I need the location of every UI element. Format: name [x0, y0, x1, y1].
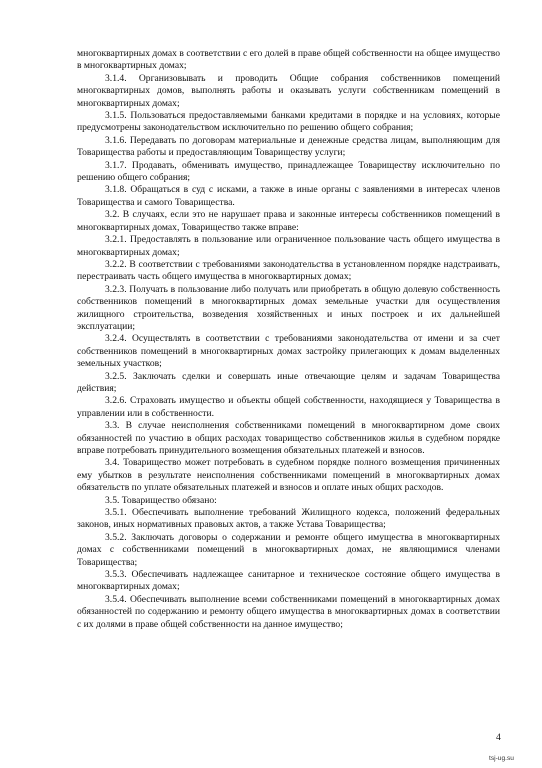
- paragraph: 3.1.7. Продавать, обменивать имущество, принадлежащее Товариществу исключительно по решению общего собрания;: [77, 159, 500, 184]
- paragraph: 3.1.6. Передавать по договорам материальные и денежные средства лицам, выполняющим для Товарищества работы и предоставляющим Товариществу услуги;: [77, 134, 500, 159]
- paragraph: 3.2.1. Предоставлять в пользование или ограниченное пользование часть общего имущества в многоквартирных домах;: [77, 234, 500, 258]
- paragraph: 3.2.2. В соответствии с требованиями законодательства в установленном порядке надстраивать, перестраивать часть общего имущества в многоквартирных домах;: [77, 258, 500, 283]
- paragraph: 3.5.4. Обеспечивать выполнение всеми собственниками помещений в многоквартирных домах обязанностей по содержанию и ремонту общего имущества в многоквартирных домах в соответствии с их долями в праве общей собственности на данное имущество;: [77, 593, 500, 630]
- paragraph: 3.3. В случае неисполнения собственниками помещений в многоквартирном доме своих обязанностей по участию в общих расходах товарищество собственников жилья в судебном порядке вправе потребовать принудительного возмещения обязательных платежей и взносов.: [77, 420, 500, 456]
- paragraph: 3.1.8. Обращаться в суд с исками, а также в иные органы с заявлениями в интересах членов Товарищества и самого Товарищества.: [77, 184, 500, 208]
- paragraph: многоквартирных домах в соответствии с его долей в праве общей собственности на общее имущество в многоквартирных домах;: [77, 48, 500, 72]
- paragraph: 3.1.5. Пользоваться предоставляемыми банками кредитами в порядке и на условиях, которые предусмотрены законодательством исключительно по решению общего собрания;: [77, 110, 500, 134]
- paragraph: 3.5.2. Заключать договоры о содержании и ремонте общего имущества в многоквартирных домах с собственниками помещений в многоквартирных домах, не являющимися членами Товарищества;: [77, 531, 500, 568]
- paragraph: 3.2. В случаях, если это не нарушает права и законные интересы собственников помещений в многоквартирных домах, Товарищество также вправе:: [77, 209, 500, 233]
- paragraph: 3.5.3. Обеспечивать надлежащее санитарное и техническое состояние общего имущества в многоквартирных домах;: [77, 569, 500, 593]
- page-number: 4: [496, 732, 501, 743]
- paragraph: 3.2.5. Заключать сделки и совершать иные отвечающие целям и задачам Товарищества действия;: [77, 370, 500, 394]
- paragraph: 3.2.4. Осуществлять в соответствии с требованиями законодательства от имени и за счет собственников помещений в многоквартирных домах застройку прилегающих к домам выделенных земельных участков;: [77, 333, 500, 370]
- paragraph: 3.2.6. Страховать имущество и объекты общей собственности, находящиеся у Товарищества в управлении или в собственности.: [77, 395, 500, 419]
- document-body: [77, 48, 500, 631]
- paragraph: 3.4. Товарищество может потребовать в судебном порядке полного возмещения причиненных ему убытков в результате неисполнения собственниками помещений в многоквартирных домах обязательств по уплате обязательных платежей и взносов и оплате иных общих расходов.: [77, 457, 500, 494]
- paragraph: 3.1.4. Организовывать и проводить Общие собрания собственников помещений многоквартирных домов, выполнять работы и оказывать услуги собственникам помещений в многоквартирных домах;: [77, 72, 500, 109]
- paragraph: 3.2.3. Получать в пользование либо получать или приобретать в общую долевую собственность собственников помещений в многоквартирных домах земельные участки для осуществления жилищного строительства, возведения хозяйственных и иных построек и их дальнейшей эксплуатации;: [77, 283, 500, 332]
- paragraph: 3.5.1. Обеспечивать выполнение требований Жилищного кодекса, положений федеральных законов, иных нормативных правовых актов, а также Устава Товарищества;: [77, 507, 500, 531]
- site-watermark: tsj-ug.su: [489, 755, 514, 762]
- paragraph: 3.5. Товарищество обязано:: [105, 494, 217, 506]
